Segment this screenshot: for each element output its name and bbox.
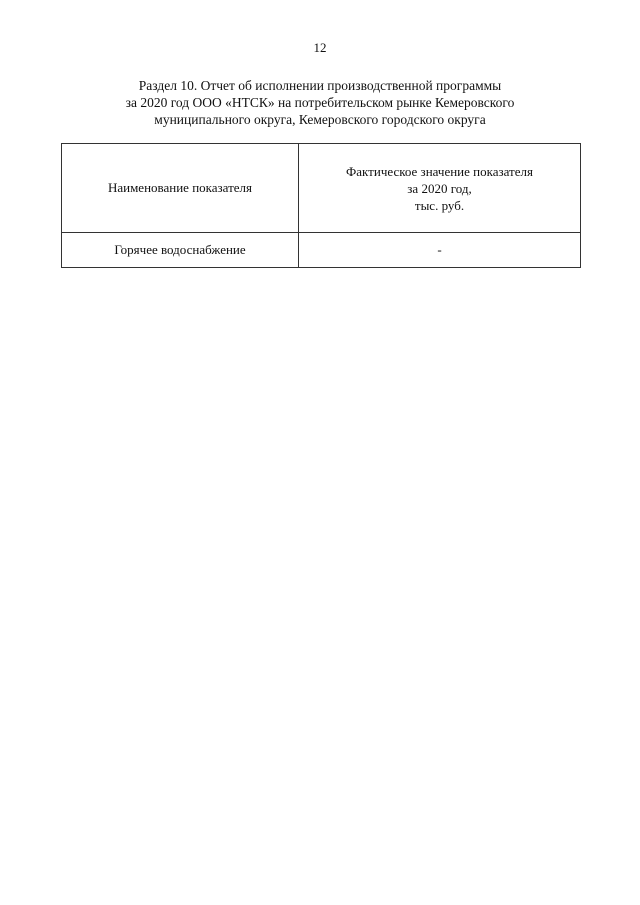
section-title-line: за 2020 год ООО «НТСК» на потребительском рынке Кемеровского xyxy=(125,95,515,110)
header-indicator-name: Наименование показателя xyxy=(62,144,299,233)
header-actual-value-line: за 2020 год, xyxy=(407,180,472,196)
report-table xyxy=(61,143,581,268)
table-row xyxy=(62,233,581,268)
header-actual-value-line: Фактическое значение показателя xyxy=(346,163,533,179)
page-number: 12 xyxy=(313,40,327,55)
section-title-line: Раздел 10. Отчет об исполнении производственной программы xyxy=(138,78,502,93)
header-actual-value xyxy=(299,144,581,233)
row-indicator-name: Горячее водоснабжение xyxy=(62,233,299,268)
section-title xyxy=(90,77,550,128)
header-actual-value-line: тыс. руб. xyxy=(414,197,465,213)
row-actual-value: - xyxy=(299,233,581,268)
table-header-row xyxy=(62,144,581,233)
section-title-line: муниципального округа, Кемеровского городского округа xyxy=(154,112,486,127)
